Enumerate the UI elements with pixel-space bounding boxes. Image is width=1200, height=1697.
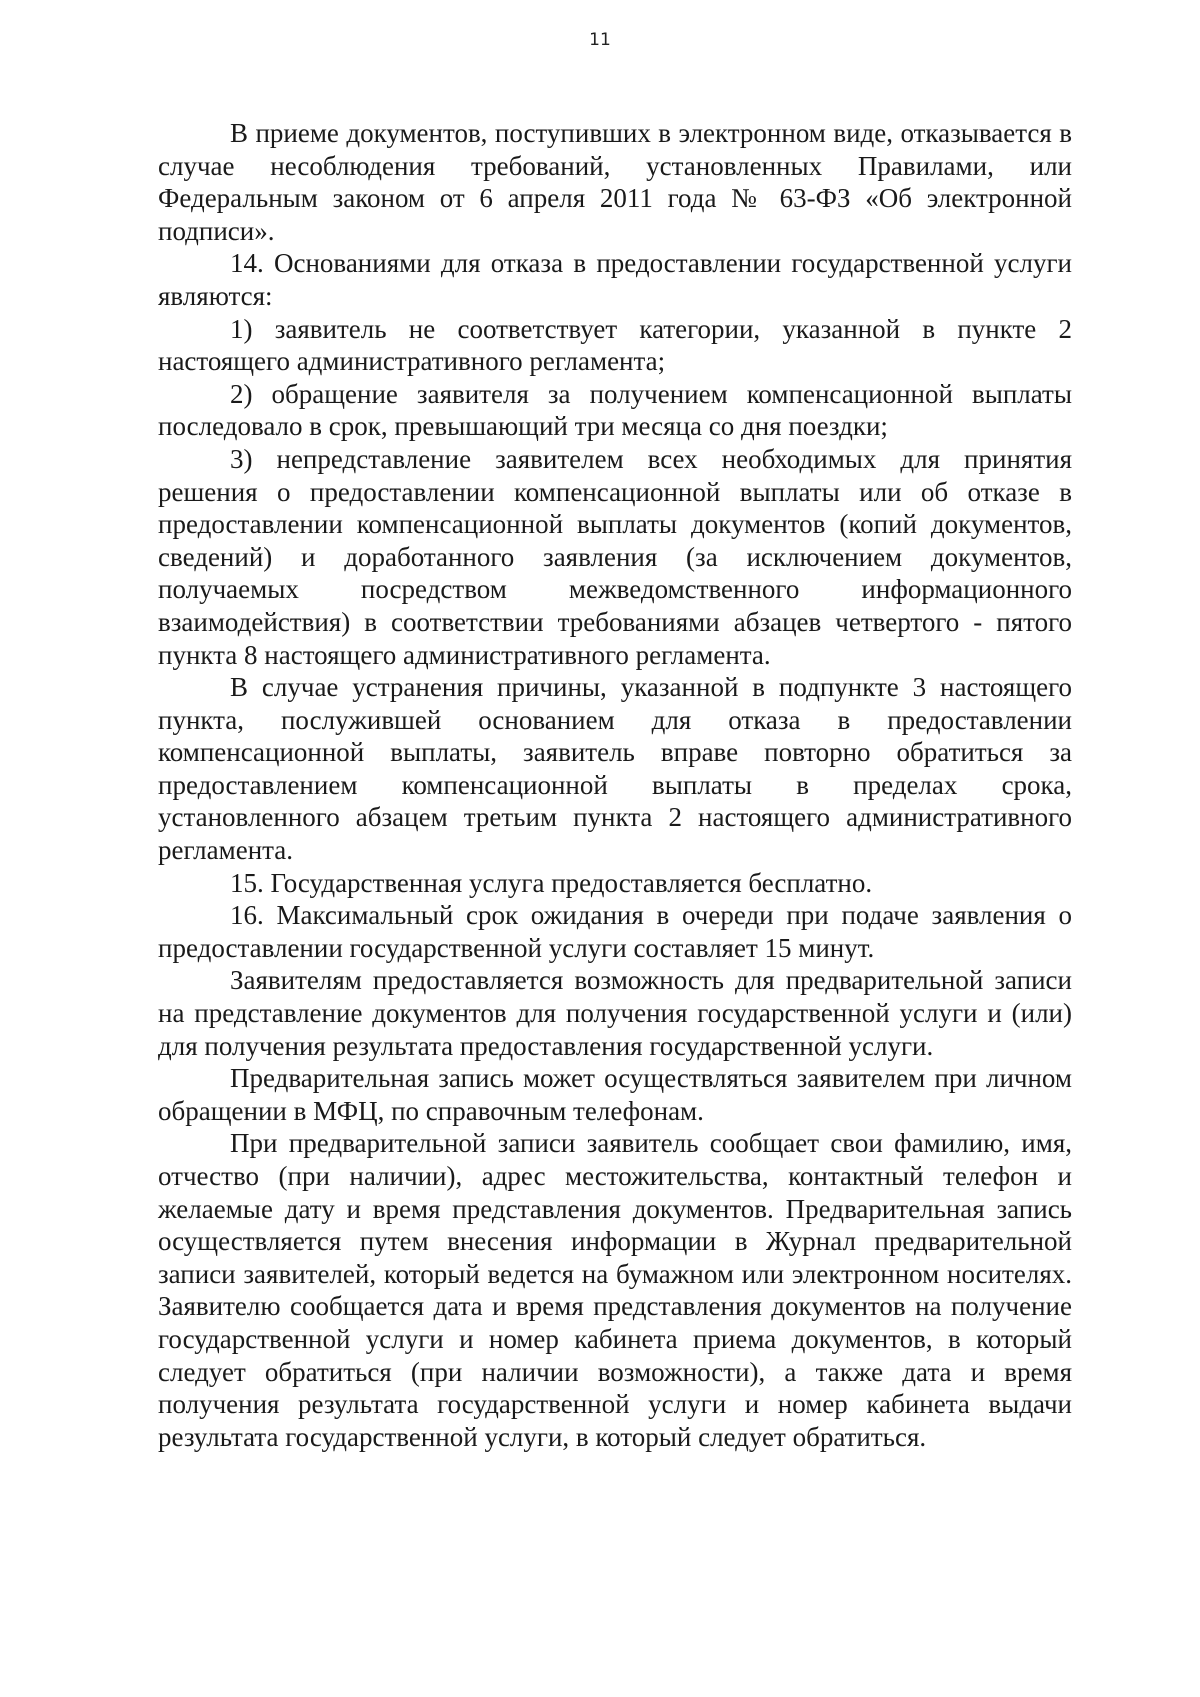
- document-body: [158, 117, 1072, 1453]
- paragraph-item-16: 16. Максимальный срок ожидания в очереди при подаче заявления о предоставлении государственной услуги составляет 15 минут.: [158, 900, 1072, 963]
- page-number: 11: [589, 30, 611, 50]
- paragraph-preregistration-details: При предварительной записи заявитель сообщает свои фамилию, имя, отчество (при наличии), адрес местожительства, контактный телефон и желаемые дату и время представления документов. Предварительная запись осуществляется путем внесения информации в Журнал предварительной записи заявителей, который ведется на бумажном или электронном носителях. Заявителю сообщается дата и время представления документов на получение государственной услуги и номер кабинета приема документов, в который следует обратиться (при наличии возможности), а также дата и время получения результата государственной услуги и номер кабинета выдачи результата государственной услуги, в который следует обратиться.: [158, 1128, 1072, 1452]
- paragraph-item-14: 14. Основаниями для отказа в предоставлении государственной услуги являются:: [158, 248, 1072, 311]
- paragraph-item-15: 15. Государственная услуга предоставляется бесплатно.: [230, 867, 873, 898]
- paragraph-subitem-2: 2) обращение заявителя за получением компенсационной выплаты последовало в срок, превышающий три месяца со дня поездки;: [158, 378, 1072, 442]
- paragraph-preregistration: Заявителям предоставляется возможность для предварительной записи на представление документов для получения государственной услуги и (или) для получения результата предоставления государственной услуги.: [158, 965, 1072, 1061]
- paragraph-preregistration-ways: Предварительная запись может осуществляться заявителем при личном обращении в МФЦ, по справочным телефонам.: [158, 1063, 1072, 1126]
- paragraph-reapply: В случае устранения причины, указанной в подпункте 3 настоящего пункта, послужившей основанием для отказа в предоставлении компенсационной выплаты, заявитель вправе повторно обратиться за предоставлением компенсационной выплаты в пределах срока, установленного абзацем третьим пункта 2 настоящего административного регламента.: [158, 672, 1072, 866]
- paragraph-electronic-refusal: В приеме документов, поступивших в электронном виде, отказывается в случае несоблюдения требований, установленных Правилами, или Федеральным законом от 6 апреля 2011 года № 63-ФЗ «Об электронной подписи».: [158, 118, 1072, 246]
- paragraph-subitem-3: 3) непредставление заявителем всех необходимых для принятия решения о предоставлении компенсационной выплаты или об отказе в предоставлении компенсационной выплаты документов (копий документов, сведений) и доработанного заявления (за исключением документов, получаемых посредством межведомственного информационного взаимодействия) в соответствии требованиями абзацев четвертого - пятого пункта 8 настоящего административного регламента.: [158, 443, 1072, 670]
- paragraph-subitem-1: 1) заявитель не соответствует категории, указанной в пункте 2 настоящего административного регламента;: [158, 313, 1072, 377]
